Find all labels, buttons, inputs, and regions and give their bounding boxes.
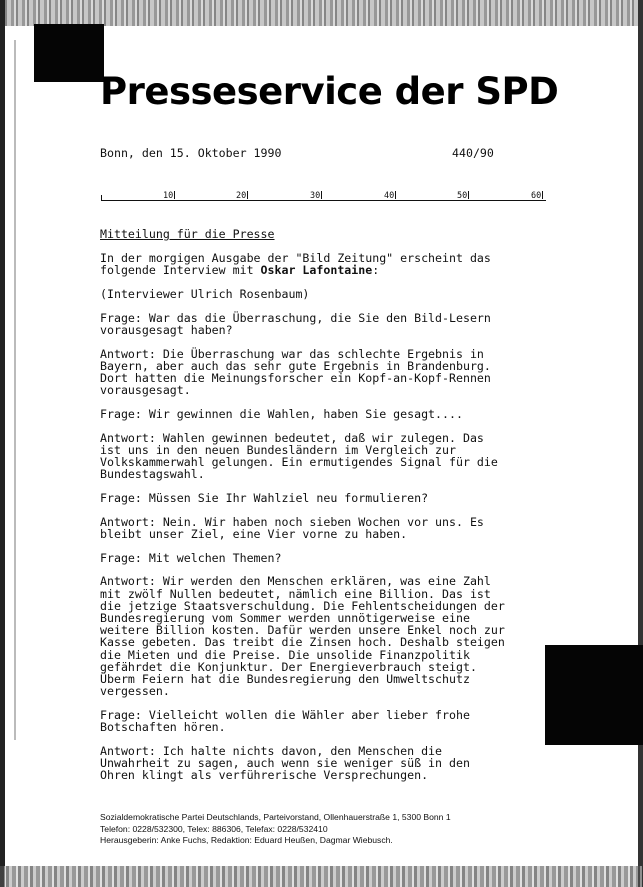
qa-paragraph: Frage: War das die Überraschung, die Sie den Bild-Lesern vorausgesagt haben? — [100, 310, 491, 338]
ruler-mark-30: 30 — [310, 191, 321, 201]
ruler-mark-50: 50 — [457, 191, 468, 201]
scan-edge-bottom — [0, 866, 643, 887]
footer-contact: Telefon: 0228/532300, Telex: 886306, Telefax: 0228/532410 — [100, 823, 328, 834]
scan-streak-left — [14, 40, 16, 740]
intro-line-2-post: : — [372, 263, 380, 278]
interviewer-note: (Interviewer Ulrich Rosenbaum) — [100, 287, 310, 302]
ruler-mark-20: 20 — [236, 191, 247, 201]
press-release-body — [100, 228, 540, 793]
ruler-mark-60: 60 — [531, 191, 542, 201]
scan-edge-top — [0, 0, 643, 26]
intro-paragraph — [100, 252, 540, 276]
scan-black-block-right — [545, 645, 643, 745]
dateline: Bonn, den 15. Oktober 1990 — [100, 146, 282, 160]
typewriter-ruler — [101, 188, 546, 202]
footer-publisher: Herausgeberin: Anke Fuchs, Redaktion: Eduard Heußen, Dagmar Wiebusch. — [100, 835, 393, 845]
letterhead-footer — [100, 812, 540, 847]
qa-paragraph: Antwort: Wir werden den Menschen erklären, was eine Zahl mit zwölf Nullen bedeutet, nämlich eine Billion. Das ist die jetzige Staatsverschuldung. Die Fehlentscheidungen der Bundesregierung vom Sommer werden unnötigerweise eine weitere Billion kosten. Dafür werden unsere Enkel noch zur Kasse gebeten. Das treibt die Zinsen hoch. Deshalb steigen die Mieten und die Preise. Die unsolide Finanzpolitik gefährdet die Konjunktur. Der Energieverbrauch steigt. Überm Feiern hat die Bundesregierung den Umweltschutz vergessen. — [100, 574, 505, 699]
scan-edge-right — [638, 0, 643, 887]
masthead-title: Presseservice der SPD — [100, 70, 559, 113]
section-heading: Mitteilung für die Presse — [100, 227, 275, 241]
ruler-mark-10: 10 — [163, 191, 174, 201]
interviewee-name: Oskar Lafontaine — [260, 263, 373, 278]
qa-paragraph: Frage: Müssen Sie Ihr Wahlziel neu formulieren? — [100, 491, 429, 506]
scan-black-block-top-left — [34, 24, 104, 82]
scan-edge-left — [0, 0, 5, 887]
footer-address: Sozialdemokratische Partei Deutschlands, Parteivorstand, Ollenhauerstraße 1, 5300 Bonn 1 — [100, 812, 451, 822]
qa-paragraph: Antwort: Wahlen gewinnen bedeutet, daß wir zulegen. Das ist uns in den neuen Bundesländern im Vergleich zur Volkskammerwahl gelungen. Ein ermutigendes Signal für die Bundestagswahl. — [100, 430, 498, 482]
qa-paragraph: Antwort: Ich halte nichts davon, den Menschen die Unwahrheit zu sagen, auch wenn sie weniger süß in den Ohren klingt als verführerische Versprechungen. — [100, 743, 470, 783]
qa-paragraph: Frage: Vielleicht wollen die Wähler aber lieber frohe Botschaften hören. — [100, 707, 470, 735]
qa-paragraph: Frage: Mit welchen Themen? — [100, 550, 282, 565]
ruler-start-tick — [101, 195, 102, 201]
qa-paragraph: Antwort: Nein. Wir haben noch sieben Wochen vor uns. Es bleibt unser Ziel, eine Vier vorne zu haben. — [100, 514, 484, 541]
qa-paragraph: Frage: Wir gewinnen die Wahlen, haben Sie gesagt.... — [100, 407, 463, 422]
intro-line-2-pre: folgende Interview mit — [100, 263, 261, 278]
intro-line-1: In der morgigen Ausgabe der "Bild Zeitung" erscheint das — [100, 251, 491, 266]
qa-paragraph: Antwort: Die Überraschung war das schlechte Ergebnis in Bayern, aber auch das sehr gute Ergebnis in Brandenburg. Dort hatten die Meinungsforscher ein Kopf-an-Kopf-Rennen vorausgesagt. — [100, 346, 491, 398]
document-number: 440/90 — [452, 146, 494, 160]
ruler-mark-40: 40 — [384, 191, 395, 201]
